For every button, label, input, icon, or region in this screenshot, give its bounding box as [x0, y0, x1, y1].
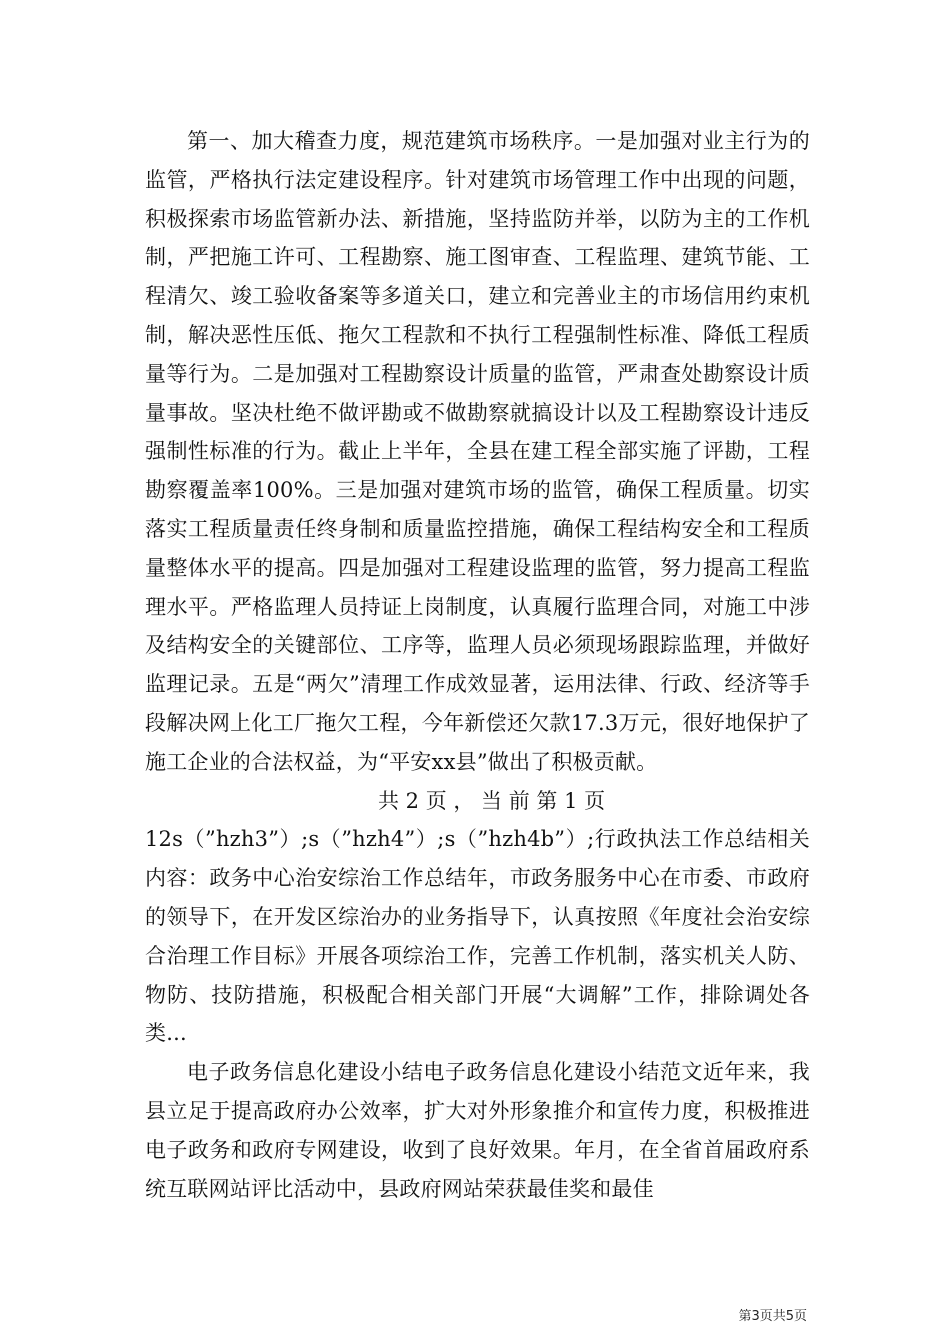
paragraph-construction-market: 第一、加大稽查力度，规范建筑市场秩序。一是加强对业主行为的监管，严格执行法定建设程序。针对建筑市场管理工作中出现的问题，积极探索市场监管新办法、新措施，坚持监防并举，以防为主的工作机制，严把施工许可、工程勘察、施工图审查、工程监理、建筑节能、工程清欠、竣工验收备案等多道关口，建立和完善业主的市场信用约束机制，解决恶性压低、拖欠工程款和不执行工程强制性标准、降低工程质量等行为。二是加强对工程勘察设计质量的监管，严肃查处勘察设计质量事故。坚决杜绝不做评勘或不做勘察就搞设计以及工程勘察设计违反强制性标准的行为。截止上半年，全县在建工程全部实施了评勘，工程勘察覆盖率100%。三是加强对建筑市场的监管，确保工程质量。切实落实工程质量责任终身制和质量监控措施，确保工程结构安全和工程质量整体水平的提高。四是加强对工程建设监理的监管，努力提高工程监理水平。严格监理人员持证上岗制度，认真履行监理合同，对施工中涉及结构安全的关键部位、工序等，监理人员必须现场跟踪监理，并做好监理记录。五是“两欠”清理工作成效显著，运用法律、行政、经济等手段解决网上化工厂拖欠工程，今年新偿还欠款17.3万元，很好地保护了施工企业的合法权益，为“平安xx县”做出了积极贡献。	[145, 129, 810, 774]
document-body	[145, 122, 810, 1208]
page-footer: 第3页共5页	[738, 1309, 807, 1324]
paragraph-e-government: 电子政务信息化建设小结电子政务信息化建设小结范文近年来，我县立足于提高政府办公效率，扩大对外形象推介和宣传力度，积极推进电子政务和政府专网建设，收到了良好效果。年月，在全省首届政府系统互联网站评比活动中，县政府网站荣获最佳奖和最佳	[145, 1060, 810, 1201]
paragraph-admin-enforcement: 12s（”hzh3”）;s（”hzh4”）;s（”hzh4b”）;行政执法工作总结相关内容：政务中心治安综治工作总结年，市政务服务中心在市委、市政府的领导下，在开发区综治办的业务指导下，认真按照《年度社会治安综合治理工作目标》开展各项综治工作，完善工作机制，落实机关人防、物防、技防措施，积极配合相关部门开展“大调解”工作，排除调处各类...	[145, 827, 810, 1046]
page-indicator: 共 2 页 ， 当 前 第 1 页	[378, 788, 606, 813]
